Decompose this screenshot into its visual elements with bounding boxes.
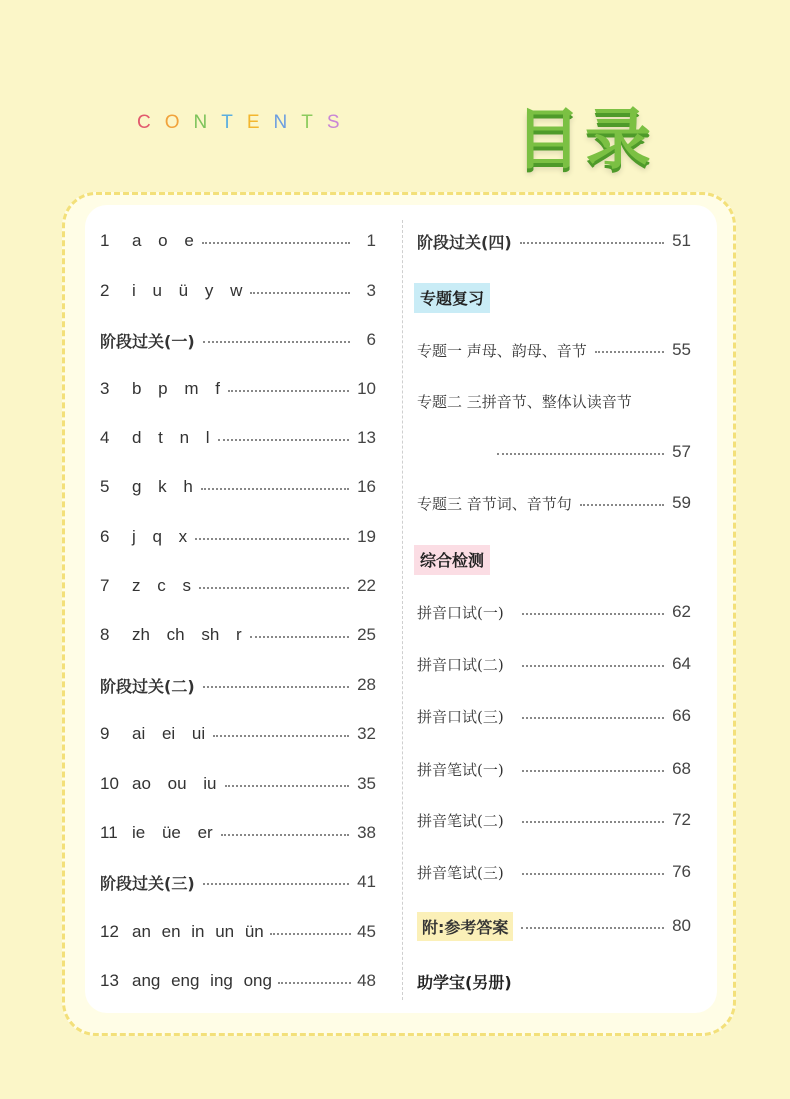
contents-letter: T — [301, 112, 327, 133]
toc-entry-2[interactable]: 2 i u ü y w 3 — [100, 281, 376, 300]
contents-letter: S — [326, 112, 354, 133]
contents-heading — [137, 112, 354, 134]
toc-entry-12[interactable]: 12 an en in un ün 45 — [100, 922, 376, 941]
toc-entry-answers[interactable]: 附:参考答案 80 — [417, 911, 691, 941]
page-header — [0, 0, 790, 190]
toc-entry-topic-1[interactable]: 专题一 声母、韵母、音节 55 — [417, 340, 691, 360]
contents-letter: C — [137, 112, 165, 133]
toc-entry-3[interactable]: 3 b p m f 10 — [100, 379, 376, 398]
contents-letter: E — [246, 112, 274, 133]
contents-letter: N — [273, 112, 302, 133]
toc-entry-test-5[interactable]: 拼音笔试(二) 72 — [417, 810, 691, 830]
toc-entry-7[interactable]: 7 z c s 22 — [100, 576, 376, 595]
toc-entry-4[interactable]: 4 d t n l 13 — [100, 428, 376, 447]
toc-entry-6[interactable]: 6 j q x 19 — [100, 527, 376, 546]
toc-entry-test-2[interactable]: 拼音口试(二) 64 — [417, 654, 691, 674]
toc-entry-topic-2-title[interactable]: 专题二 三拼音节、整体认读音节 — [417, 392, 632, 411]
toc-entry-13[interactable]: 13 ang eng ing ong 48 — [100, 971, 376, 990]
toc-entry-test-3[interactable]: 拼音口试(三) 66 — [417, 706, 691, 726]
contents-letter: O — [164, 112, 194, 133]
toc-entry-8[interactable]: 8 zh ch sh r 25 — [100, 625, 376, 644]
toc-entry-topic-2-page[interactable]: 57 — [497, 437, 691, 467]
toc-entry-test-6[interactable]: 拼音笔试(三) 76 — [417, 862, 691, 882]
toc-entry-9[interactable]: 9 ai ei ui 32 — [100, 724, 376, 743]
toc-entry-stage-1[interactable]: 阶段过关(一) 6 — [100, 330, 376, 351]
toc-entry-topic-3[interactable]: 专题三 音节词、音节句 59 — [417, 493, 691, 513]
toc-entry-test-4[interactable]: 拼音笔试(一) 68 — [417, 759, 691, 779]
toc-entry-11[interactable]: 11 ie üe er 38 — [100, 823, 376, 842]
section-tests-badge: 综合检测 — [414, 545, 490, 575]
toc-entry-1[interactable]: 1 a o e 1 — [100, 231, 376, 250]
toc-entry-test-1[interactable]: 拼音口试(一) 62 — [417, 602, 691, 622]
toc-entry-stage-3[interactable]: 阶段过关(三) 41 — [100, 872, 376, 893]
section-review-badge: 专题复习 — [414, 283, 490, 313]
column-divider — [402, 220, 403, 1000]
toc-entry-10[interactable]: 10 ao ou iu 35 — [100, 774, 376, 793]
contents-letter: N — [193, 112, 222, 133]
toc-entry-stage-2[interactable]: 阶段过关(二) 28 — [100, 675, 376, 696]
page-title: 目录 — [515, 101, 655, 178]
toc-entry-stage-4[interactable]: 阶段过关(四) 51 — [417, 231, 691, 252]
toc-entry-helper[interactable]: 助学宝(另册) — [417, 973, 512, 992]
toc-entry-5[interactable]: 5 g k h 16 — [100, 477, 376, 496]
contents-letter: T — [221, 112, 247, 133]
